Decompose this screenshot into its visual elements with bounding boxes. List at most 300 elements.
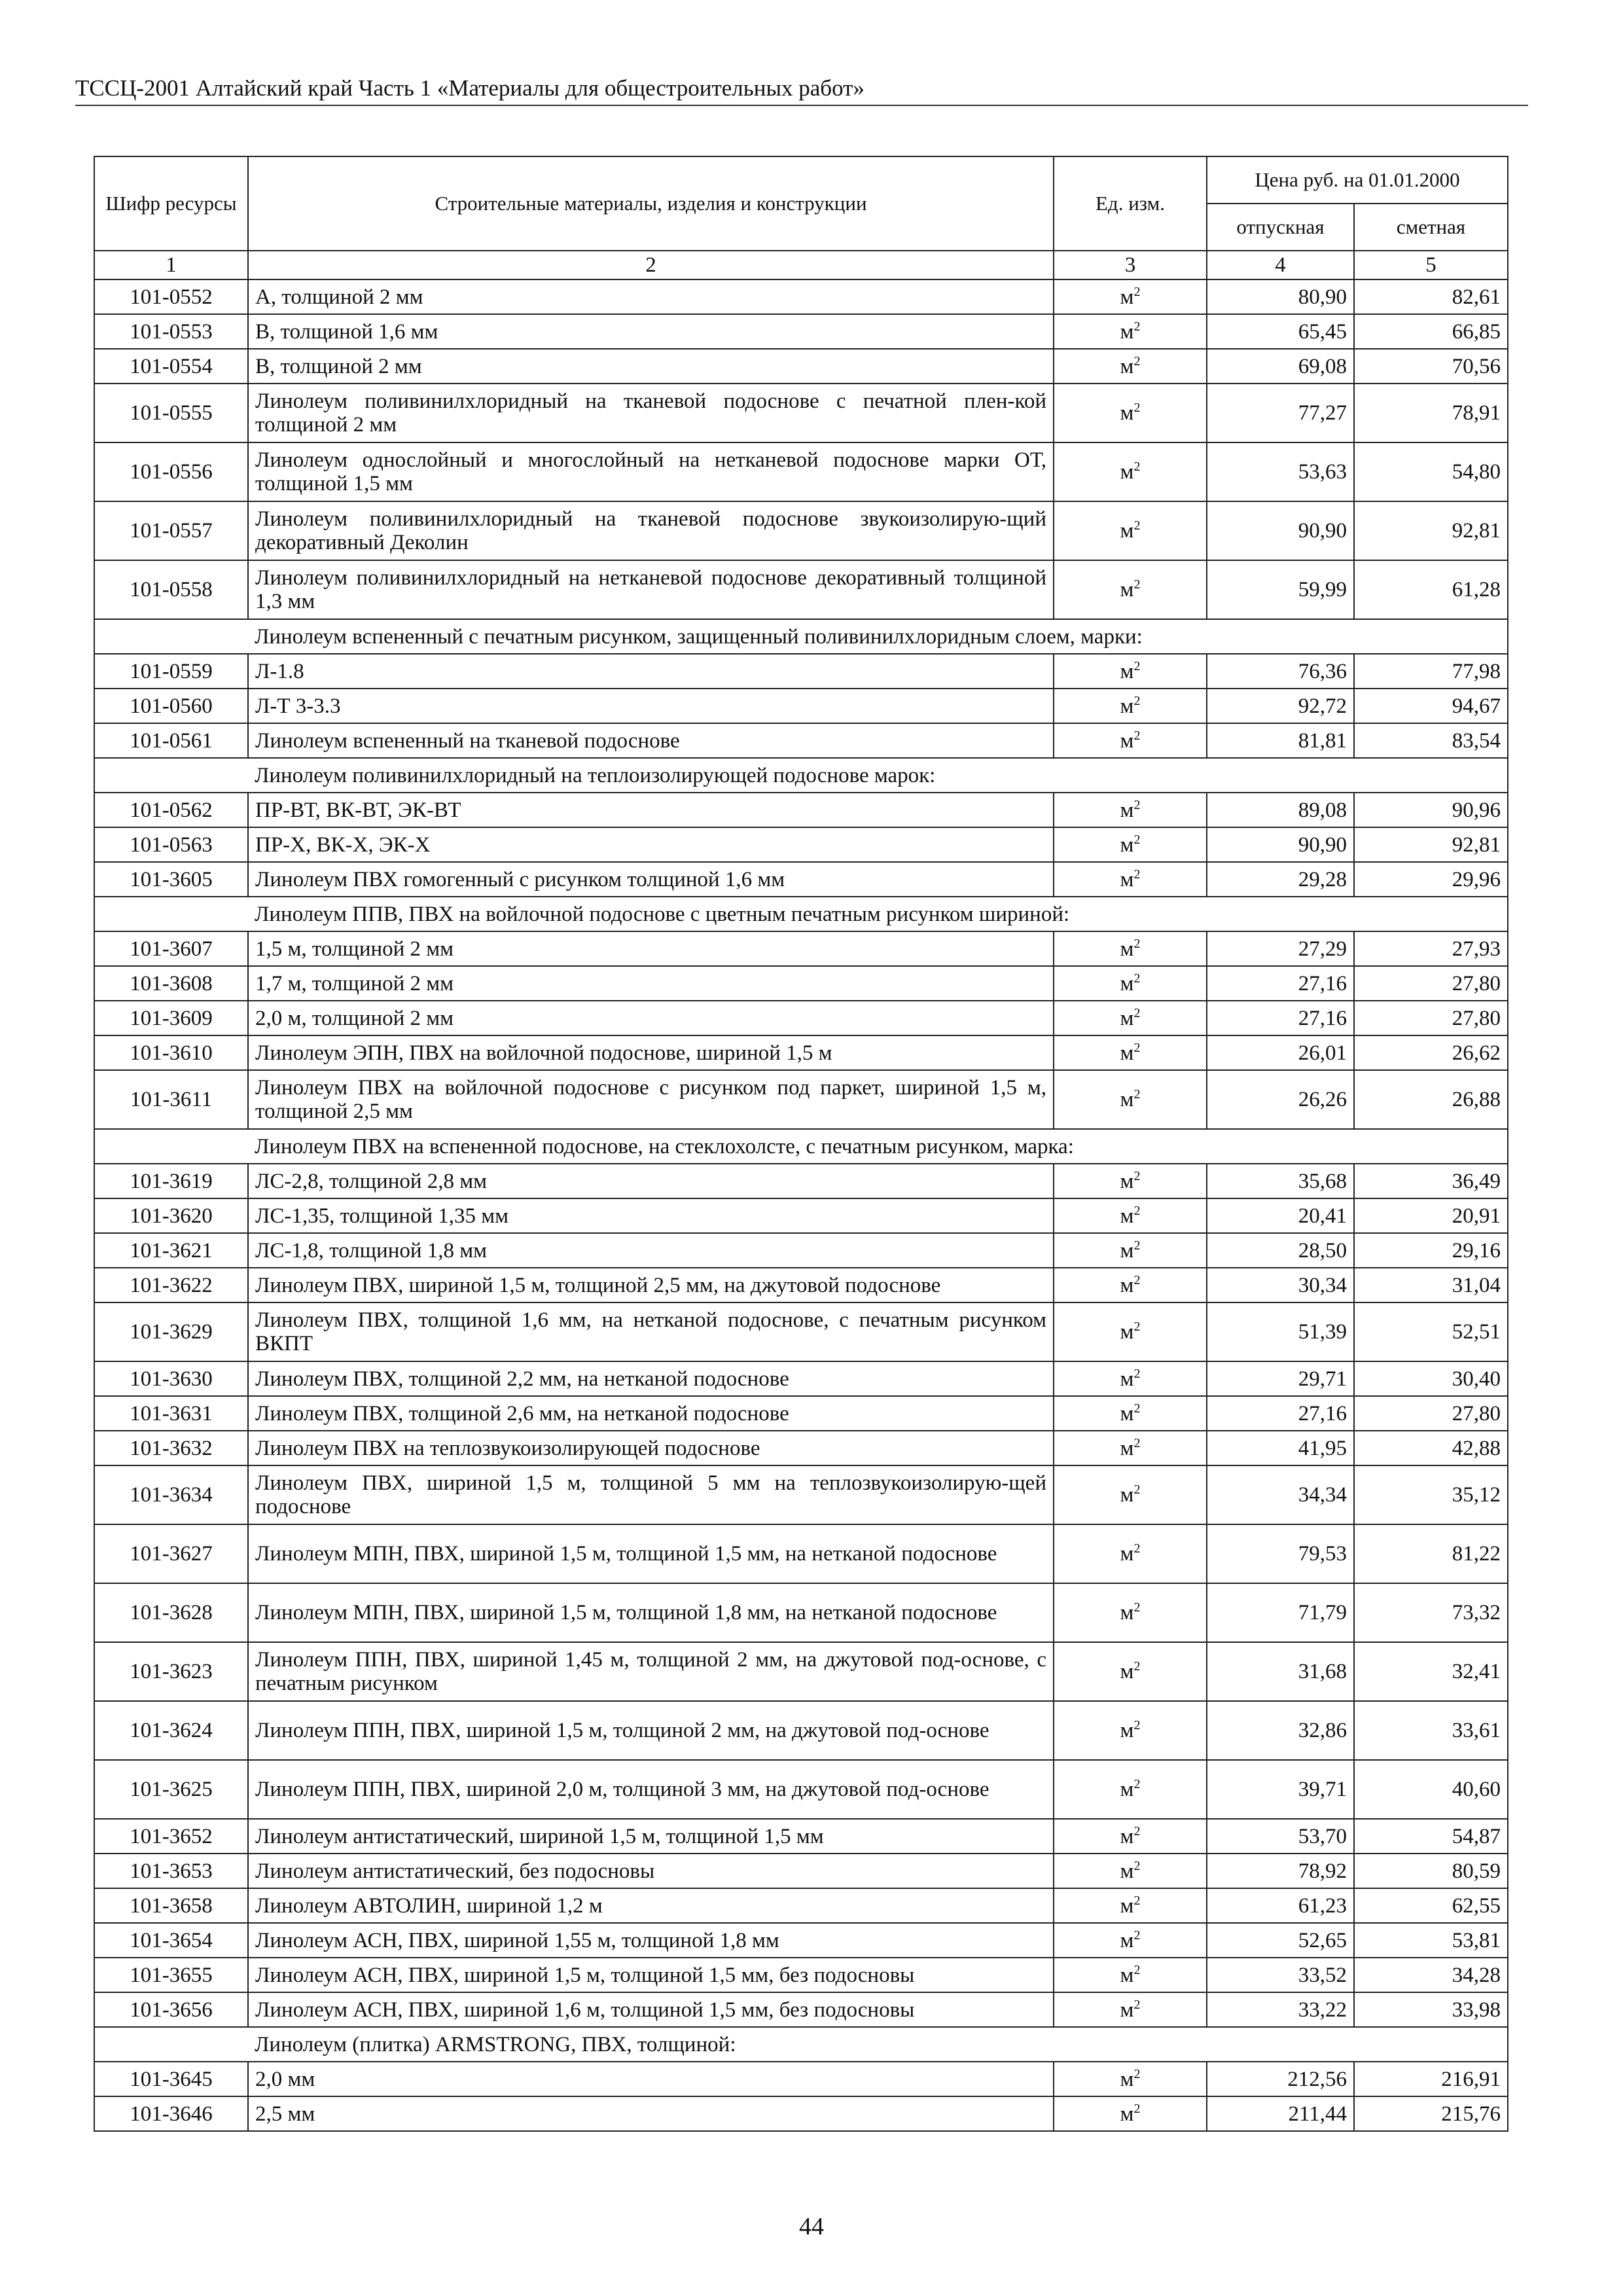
- resource-code: 101-3630: [94, 1361, 248, 1396]
- release-price: 31,68: [1207, 1642, 1354, 1701]
- unit-base: м: [1120, 2102, 1134, 2126]
- material-name: 1,5 м, толщиной 2 мм: [248, 931, 1054, 966]
- release-price: 90,90: [1207, 501, 1354, 560]
- unit-cell: [1054, 1760, 1207, 1819]
- resource-code: 101-0560: [94, 689, 248, 723]
- release-price: 77,27: [1207, 384, 1354, 442]
- resource-code: 101-0552: [94, 279, 248, 314]
- unit-base: м: [1120, 971, 1134, 996]
- material-name: Линолеум АСН, ПВХ, шириной 1,55 м, толщиной 1,8 мм: [248, 1923, 1054, 1958]
- material-name: Линолеум ПВХ, толщиной 2,2 мм, на нетканой подоснове: [248, 1361, 1054, 1396]
- group-heading-row: [94, 897, 1508, 931]
- estimate-price: 83,54: [1354, 723, 1508, 758]
- resource-code: 101-3645: [94, 2062, 248, 2096]
- unit-exponent: 2: [1133, 658, 1141, 673]
- resource-code: 101-0558: [94, 560, 248, 619]
- release-price: 41,95: [1207, 1431, 1354, 1465]
- group-heading-row: [94, 619, 1508, 654]
- unit-base: м: [1120, 401, 1134, 425]
- unit-cell: [1054, 966, 1207, 1001]
- table-row: [94, 1642, 1508, 1701]
- unit-exponent: 2: [1133, 1401, 1141, 1416]
- material-name: Линолеум ПВХ, шириной 1,5 м, толщиной 5 мм на теплозвукоизолирую-щей подоснове: [248, 1465, 1054, 1524]
- material-name: Л-1.8: [248, 654, 1054, 689]
- group-heading-row: [94, 1129, 1508, 1164]
- estimate-price: 27,80: [1354, 1001, 1508, 1035]
- estimate-price: 94,67: [1354, 689, 1508, 723]
- estimate-price: 20,91: [1354, 1198, 1508, 1233]
- unit-base: м: [1120, 1660, 1134, 1683]
- table-row: [94, 1396, 1508, 1431]
- unit-exponent: 2: [1133, 518, 1141, 533]
- unit-cell: [1054, 279, 1207, 314]
- estimate-price: 81,22: [1354, 1524, 1508, 1583]
- unit-exponent: 2: [1133, 1962, 1141, 1977]
- table-row: [94, 1431, 1508, 1465]
- group-heading: Линолеум поливинилхлоридный на теплоизолирующей подоснове марок:: [248, 758, 1508, 793]
- unit-cell: [1054, 1992, 1207, 2027]
- estimate-price: 92,81: [1354, 501, 1508, 560]
- resource-code: 101-0563: [94, 827, 248, 862]
- estimate-price: 216,91: [1354, 2062, 1508, 2096]
- resource-code: 101-3607: [94, 931, 248, 966]
- unit-base: м: [1120, 728, 1134, 753]
- estimate-price: 30,40: [1354, 1361, 1508, 1396]
- estimate-price: 215,76: [1354, 2096, 1508, 2131]
- release-price: 65,45: [1207, 314, 1354, 349]
- resource-code: 101-0556: [94, 442, 248, 501]
- material-name: Линолеум ППН, ПВХ, шириной 1,45 м, толщиной 2 мм, на джутовой под-основе, с печатным рисунком: [248, 1642, 1054, 1701]
- column-number: 4: [1207, 251, 1354, 279]
- resource-code: 101-0553: [94, 314, 248, 349]
- estimate-price: 29,16: [1354, 1233, 1508, 1268]
- material-name: Линолеум МПН, ПВХ, шириной 1,5 м, толщиной 1,8 мм, на нетканой подоснове: [248, 1583, 1054, 1642]
- unit-cell: [1054, 723, 1207, 758]
- unit-base: м: [1120, 1998, 1134, 2022]
- unit-cell: [1054, 1198, 1207, 1233]
- table-row: [94, 1198, 1508, 1233]
- header-name: Строительные материалы, изделия и конструкции: [248, 156, 1054, 251]
- estimate-price: 53,81: [1354, 1923, 1508, 1958]
- estimate-price: 34,28: [1354, 1958, 1508, 1992]
- column-number: 5: [1354, 251, 1508, 279]
- unit-cell: [1054, 1819, 1207, 1854]
- table-row: [94, 1888, 1508, 1923]
- unit-base: м: [1120, 519, 1134, 543]
- material-name: В, толщиной 1,6 мм: [248, 314, 1054, 349]
- material-name: ПР-Х, ВК-Х, ЭК-Х: [248, 827, 1054, 862]
- estimate-price: 33,61: [1354, 1701, 1508, 1760]
- resource-code: 101-3611: [94, 1070, 248, 1129]
- unit-base: м: [1120, 1542, 1134, 1566]
- unit-cell: [1054, 1302, 1207, 1361]
- release-price: 26,01: [1207, 1035, 1354, 1070]
- unit-cell: [1054, 2062, 1207, 2096]
- unit-exponent: 2: [1133, 1168, 1141, 1183]
- unit-base: м: [1120, 1778, 1134, 1801]
- unit-base: м: [1120, 1401, 1134, 1426]
- unit-cell: [1054, 1958, 1207, 1992]
- table-row: [94, 1302, 1508, 1361]
- unit-exponent: 2: [1133, 1366, 1141, 1381]
- unit-exponent: 2: [1133, 353, 1141, 368]
- unit-exponent: 2: [1133, 1482, 1141, 1497]
- unit-base: м: [1120, 867, 1134, 891]
- resource-code: 101-3646: [94, 2096, 248, 2131]
- material-name: Линолеум ПВХ, толщиной 2,6 мм, на нетканой подоснове: [248, 1396, 1054, 1431]
- resource-code: 101-3658: [94, 1888, 248, 1923]
- unit-base: м: [1120, 1320, 1134, 1344]
- unit-base: м: [1120, 319, 1134, 344]
- unit-exponent: 2: [1133, 1087, 1141, 1102]
- resource-code: 101-3622: [94, 1268, 248, 1302]
- estimate-price: 33,98: [1354, 1992, 1508, 2027]
- resource-code: 101-3627: [94, 1524, 248, 1583]
- release-price: 29,28: [1207, 862, 1354, 897]
- unit-cell: [1054, 1070, 1207, 1129]
- table-row: [94, 384, 1508, 442]
- resource-code: 101-3609: [94, 1001, 248, 1035]
- unit-exponent: 2: [1133, 1203, 1141, 1218]
- resource-code: 101-3624: [94, 1701, 248, 1760]
- unit-exponent: 2: [1133, 459, 1141, 474]
- column-number: 1: [94, 251, 248, 279]
- material-name: А, толщиной 2 мм: [248, 279, 1054, 314]
- unit-cell: [1054, 1164, 1207, 1198]
- unit-base: м: [1120, 1238, 1134, 1263]
- release-price: 79,53: [1207, 1524, 1354, 1583]
- estimate-price: 29,96: [1354, 862, 1508, 897]
- material-name: Линолеум поливинилхлоридный на тканевой подоснове звукоизолирую-щий декоративный Деколин: [248, 501, 1054, 560]
- unit-exponent: 2: [1133, 1858, 1141, 1873]
- resource-code: 101-3610: [94, 1035, 248, 1070]
- table-row: [94, 1819, 1508, 1854]
- material-name: Линолеум ПВХ на теплозвукоизолирующей подоснове: [248, 1431, 1054, 1465]
- material-name: ЛС-2,8, толщиной 2,8 мм: [248, 1164, 1054, 1198]
- table-row: [94, 1268, 1508, 1302]
- unit-exponent: 2: [1133, 2066, 1141, 2081]
- estimate-price: 62,55: [1354, 1888, 1508, 1923]
- empty-code-cell: [94, 897, 248, 931]
- release-price: 212,56: [1207, 2062, 1354, 2096]
- unit-base: м: [1120, 1088, 1134, 1111]
- unit-cell: [1054, 314, 1207, 349]
- unit-cell: [1054, 689, 1207, 723]
- material-name: Линолеум ПВХ гомогенный с рисунком толщиной 1,6 мм: [248, 862, 1054, 897]
- release-price: 39,71: [1207, 1760, 1354, 1819]
- release-price: 69,08: [1207, 349, 1354, 384]
- table-row: [94, 560, 1508, 619]
- resource-code: 101-0554: [94, 349, 248, 384]
- unit-exponent: 2: [1133, 2101, 1141, 2116]
- column-number: 2: [248, 251, 1054, 279]
- material-name: ПР-ВТ, ВК-ВТ, ЭК-ВТ: [248, 793, 1054, 827]
- unit-cell: [1054, 827, 1207, 862]
- release-price: 28,50: [1207, 1233, 1354, 1268]
- estimate-price: 61,28: [1354, 560, 1508, 619]
- running-header: ТССЦ-2001 Алтайский край Часть 1 «Материалы для общестроительных работ»: [75, 73, 1528, 106]
- table-row: [94, 349, 1508, 384]
- group-heading: Линолеум (плитка) ARMSTRONG, ПВХ, толщиной:: [248, 2027, 1508, 2062]
- unit-exponent: 2: [1133, 1777, 1141, 1791]
- table-row: [94, 314, 1508, 349]
- unit-base: м: [1120, 1169, 1134, 1193]
- estimate-price: 27,80: [1354, 966, 1508, 1001]
- group-heading: Линолеум ПВХ на вспененной подоснове, на стеклохолсте, с печатным рисунком, марка:: [248, 1129, 1508, 1164]
- unit-base: м: [1120, 798, 1134, 822]
- unit-base: м: [1120, 694, 1134, 718]
- unit-base: м: [1120, 1859, 1134, 1883]
- table-row: [94, 1854, 1508, 1888]
- estimate-price: 42,88: [1354, 1431, 1508, 1465]
- table-row: [94, 1701, 1508, 1760]
- unit-base: м: [1120, 1601, 1134, 1624]
- unit-exponent: 2: [1133, 693, 1141, 708]
- material-name: Линолеум ППН, ПВХ, шириной 2,0 м, толщиной 3 мм, на джутовой под-основе: [248, 1760, 1054, 1819]
- page-number: 44: [799, 2213, 824, 2240]
- resource-code: 101-0557: [94, 501, 248, 560]
- unit-exponent: 2: [1133, 284, 1141, 299]
- table-row: [94, 654, 1508, 689]
- material-name: Линолеум поливинилхлоридный на тканевой подоснове с печатной плен-кой толщиной 2 мм: [248, 384, 1054, 442]
- unit-cell: [1054, 1854, 1207, 1888]
- unit-exponent: 2: [1133, 1893, 1141, 1908]
- unit-cell: [1054, 1001, 1207, 1035]
- unit-cell: [1054, 1583, 1207, 1642]
- unit-cell: [1054, 384, 1207, 442]
- material-name: Линолеум ПВХ, шириной 1,5 м, толщиной 2,5 мм, на джутовой подоснове: [248, 1268, 1054, 1302]
- release-price: 27,29: [1207, 931, 1354, 966]
- table-row: [94, 1524, 1508, 1583]
- group-heading-row: [94, 758, 1508, 793]
- unit-cell: [1054, 442, 1207, 501]
- unit-exponent: 2: [1133, 971, 1141, 986]
- unit-exponent: 2: [1133, 1718, 1141, 1732]
- unit-cell: [1054, 793, 1207, 827]
- unit-base: м: [1120, 1824, 1134, 1848]
- unit-cell: [1054, 1268, 1207, 1302]
- unit-base: м: [1120, 460, 1134, 484]
- estimate-price: 66,85: [1354, 314, 1508, 349]
- table-header-row: [94, 156, 1508, 204]
- resource-code: 101-3653: [94, 1854, 248, 1888]
- unit-exponent: 2: [1133, 401, 1141, 415]
- unit-exponent: 2: [1133, 1600, 1141, 1615]
- unit-cell: [1054, 1524, 1207, 1583]
- release-price: 26,26: [1207, 1070, 1354, 1129]
- estimate-price: 90,96: [1354, 793, 1508, 827]
- unit-base: м: [1120, 1006, 1134, 1030]
- resource-code: 101-3631: [94, 1396, 248, 1431]
- unit-cell: [1054, 1233, 1207, 1268]
- unit-base: м: [1120, 1204, 1134, 1228]
- unit-cell: [1054, 1035, 1207, 1070]
- material-name: Линолеум ПВХ, толщиной 1,6 мм, на нетканой подоснове, с печатным рисунком ВКПТ: [248, 1302, 1054, 1361]
- estimate-price: 36,49: [1354, 1164, 1508, 1198]
- release-price: 89,08: [1207, 793, 1354, 827]
- estimate-price: 82,61: [1354, 279, 1508, 314]
- resource-code: 101-3654: [94, 1923, 248, 1958]
- group-heading: Линолеум вспененный с печатным рисунком, защищенный поливинилхлоридным слоем, марки:: [248, 619, 1508, 654]
- unit-base: м: [1120, 578, 1134, 601]
- table-row: [94, 1001, 1508, 1035]
- resource-code: 101-3652: [94, 1819, 248, 1854]
- unit-base: м: [1120, 1719, 1134, 1742]
- resource-code: 101-0562: [94, 793, 248, 827]
- release-price: 27,16: [1207, 966, 1354, 1001]
- table-row: [94, 1070, 1508, 1129]
- table-row: [94, 2096, 1508, 2131]
- unit-exponent: 2: [1133, 1659, 1141, 1674]
- unit-exponent: 2: [1133, 867, 1141, 882]
- material-name: Л-Т 3-3.3: [248, 689, 1054, 723]
- resource-code: 101-3628: [94, 1583, 248, 1642]
- material-name: В, толщиной 2 мм: [248, 349, 1054, 384]
- material-name: Линолеум ППН, ПВХ, шириной 1,5 м, толщиной 2 мм, на джутовой под-основе: [248, 1701, 1054, 1760]
- unit-exponent: 2: [1133, 1928, 1141, 1943]
- resource-code: 101-3605: [94, 862, 248, 897]
- resource-code: 101-3620: [94, 1198, 248, 1233]
- resource-code: 101-3655: [94, 1958, 248, 1992]
- estimate-price: 27,93: [1354, 931, 1508, 966]
- resource-code: 101-3629: [94, 1302, 248, 1361]
- empty-code-cell: [94, 758, 248, 793]
- unit-exponent: 2: [1133, 1319, 1141, 1334]
- unit-cell: [1054, 501, 1207, 560]
- material-name: ЛС-1,35, толщиной 1,35 мм: [248, 1198, 1054, 1233]
- unit-base: м: [1120, 937, 1134, 961]
- group-heading-row: [94, 2027, 1508, 2062]
- table-row: [94, 1923, 1508, 1958]
- estimate-price: 27,80: [1354, 1396, 1508, 1431]
- release-price: 27,16: [1207, 1001, 1354, 1035]
- table-row: [94, 279, 1508, 314]
- unit-cell: [1054, 862, 1207, 897]
- release-price: 30,34: [1207, 1268, 1354, 1302]
- unit-base: м: [1120, 833, 1134, 857]
- estimate-price: 26,62: [1354, 1035, 1508, 1070]
- material-name: 2,0 м, толщиной 2 мм: [248, 1001, 1054, 1035]
- release-price: 80,90: [1207, 279, 1354, 314]
- material-name: 1,7 м, толщиной 2 мм: [248, 966, 1054, 1001]
- unit-cell: [1054, 1701, 1207, 1760]
- unit-cell: [1054, 1888, 1207, 1923]
- release-price: 33,52: [1207, 1958, 1354, 1992]
- unit-exponent: 2: [1133, 728, 1141, 743]
- estimate-price: 35,12: [1354, 1465, 1508, 1524]
- table-row: [94, 793, 1508, 827]
- release-price: 59,99: [1207, 560, 1354, 619]
- unit-base: м: [1120, 1483, 1134, 1507]
- table-row: [94, 723, 1508, 758]
- release-price: 35,68: [1207, 1164, 1354, 1198]
- unit-cell: [1054, 349, 1207, 384]
- release-price: 81,81: [1207, 723, 1354, 758]
- release-price: 92,72: [1207, 689, 1354, 723]
- material-name: 2,0 мм: [248, 2062, 1054, 2096]
- material-name: ЛС-1,8, толщиной 1,8 мм: [248, 1233, 1054, 1268]
- release-price: 34,34: [1207, 1465, 1354, 1524]
- empty-code-cell: [94, 2027, 248, 2062]
- release-price: 53,70: [1207, 1819, 1354, 1854]
- unit-exponent: 2: [1133, 797, 1141, 812]
- header-code: Шифр ресурсы: [94, 156, 248, 251]
- material-name: Линолеум МПН, ПВХ, шириной 1,5 м, толщиной 1,5 мм, на нетканой подоснове: [248, 1524, 1054, 1583]
- material-name: Линолеум ЭПН, ПВХ на войлочной подоснове, шириной 1,5 м: [248, 1035, 1054, 1070]
- unit-cell: [1054, 1465, 1207, 1524]
- unit-cell: [1054, 1431, 1207, 1465]
- table-row: [94, 931, 1508, 966]
- estimate-price: 54,80: [1354, 442, 1508, 501]
- unit-base: м: [1120, 1436, 1134, 1460]
- table-row: [94, 689, 1508, 723]
- resource-code: 101-3632: [94, 1431, 248, 1465]
- resource-code: 101-0555: [94, 384, 248, 442]
- material-name: Линолеум АВТОЛИН, шириной 1,2 м: [248, 1888, 1054, 1923]
- table-row: [94, 862, 1508, 897]
- unit-cell: [1054, 1642, 1207, 1701]
- unit-base: м: [1120, 659, 1134, 683]
- unit-exponent: 2: [1133, 1823, 1141, 1839]
- table-row: [94, 1760, 1508, 1819]
- estimate-price: 40,60: [1354, 1760, 1508, 1819]
- release-price: 53,63: [1207, 442, 1354, 501]
- estimate-price: 52,51: [1354, 1302, 1508, 1361]
- unit-exponent: 2: [1133, 1238, 1141, 1253]
- unit-base: м: [1120, 354, 1134, 378]
- unit-base: м: [1120, 1928, 1134, 1952]
- estimate-price: 77,98: [1354, 654, 1508, 689]
- unit-cell: [1054, 1396, 1207, 1431]
- material-name: 2,5 мм: [248, 2096, 1054, 2131]
- unit-cell: [1054, 1923, 1207, 1958]
- release-price: 27,16: [1207, 1396, 1354, 1431]
- unit-base: м: [1120, 1273, 1134, 1297]
- resource-code: 101-0561: [94, 723, 248, 758]
- estimate-price: 26,88: [1354, 1070, 1508, 1129]
- resource-code: 101-3634: [94, 1465, 248, 1524]
- unit-base: м: [1120, 1963, 1134, 1987]
- resource-code: 101-3656: [94, 1992, 248, 2027]
- material-name: Линолеум антистатический, шириной 1,5 м, толщиной 1,5 мм: [248, 1819, 1054, 1854]
- table-row: [94, 1035, 1508, 1070]
- unit-exponent: 2: [1133, 1997, 1141, 2012]
- resource-code: 101-0559: [94, 654, 248, 689]
- release-price: 76,36: [1207, 654, 1354, 689]
- unit-base: м: [1120, 1893, 1134, 1918]
- table-row: [94, 966, 1508, 1001]
- release-price: 61,23: [1207, 1888, 1354, 1923]
- release-price: 90,90: [1207, 827, 1354, 862]
- header-unit: Ед. изм.: [1054, 156, 1207, 251]
- release-price: 51,39: [1207, 1302, 1354, 1361]
- unit-cell: [1054, 1361, 1207, 1396]
- header-price-group: Цена руб. на 01.01.2000: [1207, 156, 1508, 204]
- material-name: Линолеум АСН, ПВХ, шириной 1,5 м, толщиной 1,5 мм, без подосновы: [248, 1958, 1054, 1992]
- table-row: [94, 1958, 1508, 1992]
- unit-base: м: [1120, 1367, 1134, 1391]
- release-price: 71,79: [1207, 1583, 1354, 1642]
- release-price: 20,41: [1207, 1198, 1354, 1233]
- unit-exponent: 2: [1133, 936, 1141, 951]
- release-price: 211,44: [1207, 2096, 1354, 2131]
- resource-code: 101-3621: [94, 1233, 248, 1268]
- estimate-price: 32,41: [1354, 1642, 1508, 1701]
- unit-exponent: 2: [1133, 1541, 1141, 1556]
- material-name: Линолеум антистатический, без подосновы: [248, 1854, 1054, 1888]
- release-price: 29,71: [1207, 1361, 1354, 1396]
- table-row: [94, 1361, 1508, 1396]
